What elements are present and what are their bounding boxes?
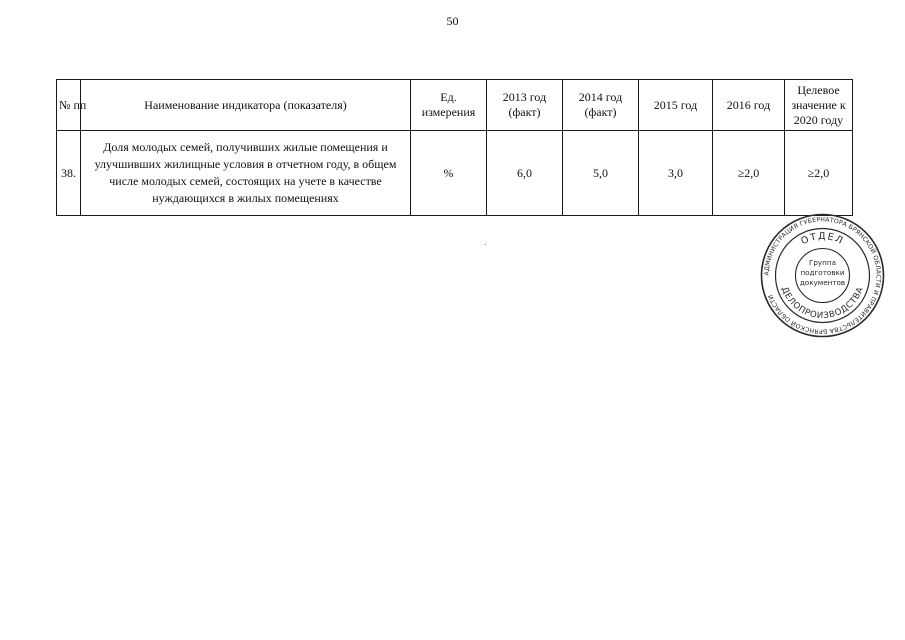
row-indicator-name: Доля молодых семей, получивших жилые помещения и улучшивших жилищные условия в отчетном году, в общем числе молодых семей, состоящих на учете в качестве нуждающихся в жилых помещениях — [81, 131, 411, 216]
row-2015: 3,0 — [639, 131, 713, 216]
scan-speck — [485, 244, 486, 245]
header-2016: 2016 год — [713, 80, 785, 131]
row-num: 38. — [57, 131, 81, 216]
header-2015: 2015 год — [639, 80, 713, 131]
stamp-center-line-3: документов — [799, 278, 846, 287]
header-target: Целевое значение к 2020 году — [785, 80, 853, 131]
row-2014: 5,0 — [563, 131, 639, 216]
official-stamp — [760, 213, 885, 338]
header-unit: Ед. измерения — [411, 80, 487, 131]
row-2016: ≥2,0 — [713, 131, 785, 216]
header-name: Наименование индикатора (показателя) — [81, 80, 411, 131]
stamp-top-word: ОТДЕЛ — [799, 231, 846, 248]
table-header-row — [57, 80, 853, 131]
row-target: ≥2,0 — [785, 131, 853, 216]
row-2013: 6,0 — [487, 131, 563, 216]
table-row — [57, 131, 853, 216]
row-unit: % — [411, 131, 487, 216]
page-number: 50 — [446, 14, 459, 28]
header-2014: 2014 год (факт) — [563, 80, 639, 131]
stamp-seal-icon — [760, 213, 885, 338]
indicator-table — [56, 79, 853, 216]
header-2013: 2013 год (факт) — [487, 80, 563, 131]
header-num: № пп — [57, 80, 81, 131]
stamp-outer-text: АДМИНИСТРАЦИЯ ГУБЕРНАТОРА БРЯНСКОЙ ОБЛАСТИ И ПРАВИТЕЛЬСТВА БРЯНСКОЙ ОБЛАСТИ — [763, 216, 882, 335]
stamp-bottom-word: ДЕЛОПРОИЗВОДСТВА — [778, 285, 867, 322]
stamp-center-line-1: Группа — [808, 258, 837, 267]
stamp-center-line-2: подготовки — [800, 268, 845, 277]
